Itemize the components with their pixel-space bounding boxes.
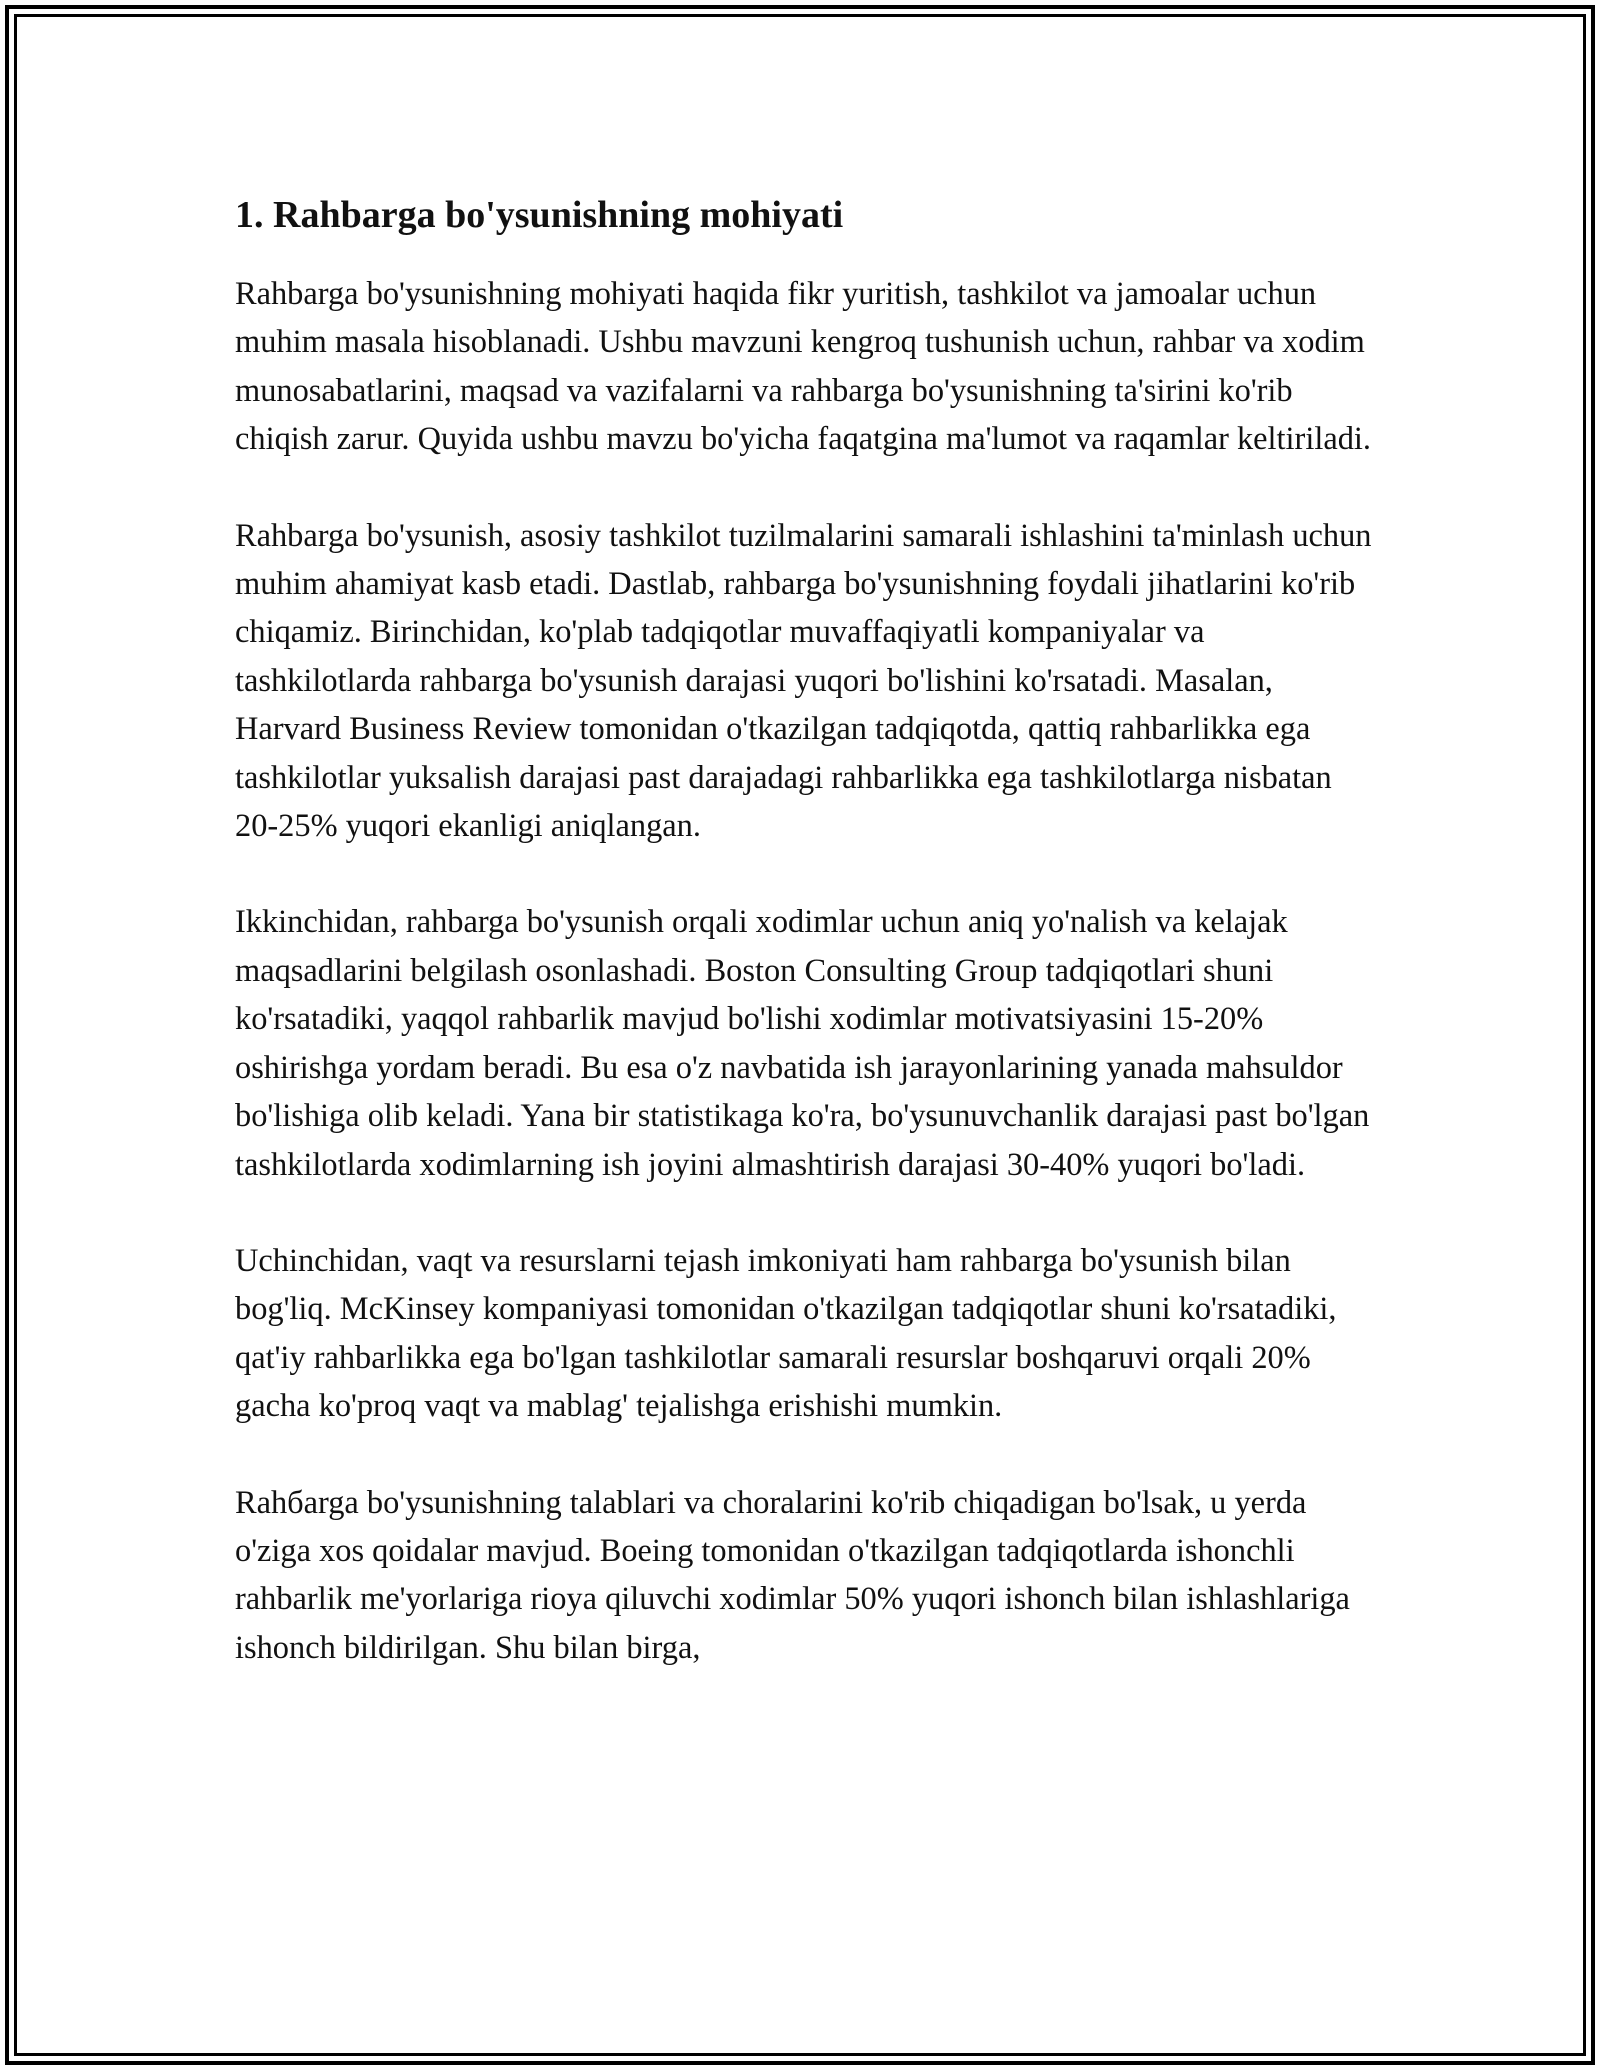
paragraph-2: Rahbarga bo'ysunish, asosiy tashkilot tuzilmalarini samarali ishlashini ta'minlash uchun muhim ahamiyat kasb etadi. Dastlab, rahbarga bo'ysunishning foydali jihatlarini ko'rib chiqamiz. Birinchidan, ko'plab tadqiqotlar muvaffaqiyatli kompaniyalar va tashkilotlarda rahbarga bo'ysunish darajasi yuqori bo'lishini ko'rsatadi. Masalan, Harvard Business Review tomonidan o'tkazilgan tadqiqotda, qattiq rahbarlikka ega tashkilotlar yuksalish darajasi past darajadagi rahbarlikka ega tashkilotlarga nisbatan 20-25% yuqori ekanligi aniqlangan. xyxy=(235,517,1372,845)
paragraph-3: Ikkinchidan, rahbarga bo'ysunish orqali xodimlar uchun aniq yo'nalish va kelajak maqsadlarini belgilash osonlashadi. Boston Consulting Group tadqiqotlari shuni ko'rsatadiki, yaqqol rahbarlik mavjud bo'lishi xodimlar motivatsiyasini 15-20% oshirishga yordam beradi. Bu esa o'z navbatida ish jarayonlarining yanada mahsuldor bo'lishiga olib keladi. Yana bir statistikaga ko'ra, bo'ysunuvchanlik darajasi past bo'lgan tashkilotlarda xodimlarning ish joyini almashtirish darajasi 30-40% yuqori bo'ladi. xyxy=(235,904,1370,1183)
section-heading: 1. Rahbarga bo'ysunishning mohiyati xyxy=(235,194,844,236)
paragraph-4: Uchinchidan, vaqt va resurslarni tejash imkoniyati ham rahbarga bo'ysunish bilan bog'liq. McKinsey kompaniyasi tomonidan o'tkazilgan tadqiqotlar shuni ko'rsatadiki, qat'iy rahbarlikka ega bo'lgan tashkilotlar samarali resurslar boshqaruvi orqali 20% gacha ko'proq vaqt va mablag' tejalishga erishishi mumkin. xyxy=(235,1242,1337,1425)
paragraph-1: Rahbarga bo'ysunishning mohiyati haqida fikr yuritish, tashkilot va jamoalar uchun muhim masala hisoblanadi. Ushbu mavzuni kengroq tushunish uchun, rahbar va xodim munosabatlarini, maqsad va vazifalarni va rahbarga bo'ysunishning ta'sirini ko'rib chiqish zarur. Quyida ushbu mavzu bo'yicha faqatgina ma'lumot va raqamlar keltiriladi. xyxy=(235,276,1371,458)
document-body xyxy=(235,190,1375,1720)
paragraph-5: Rahбarga bo'ysunishning talablari va choralarini ko'rib chiqadigan bo'lsak, u yerda o'ziga xos qoidalar mavjud. Boeing tomonidan o'tkazilgan tadqiqotlarda ishonchli rahbarlik me'yorlariga rioya qiluvchi xodimlar 50% yuqori ishonch bilan ishlashlariga ishonch bildirilgan. Shu bilan birga, xyxy=(235,1484,1350,1666)
